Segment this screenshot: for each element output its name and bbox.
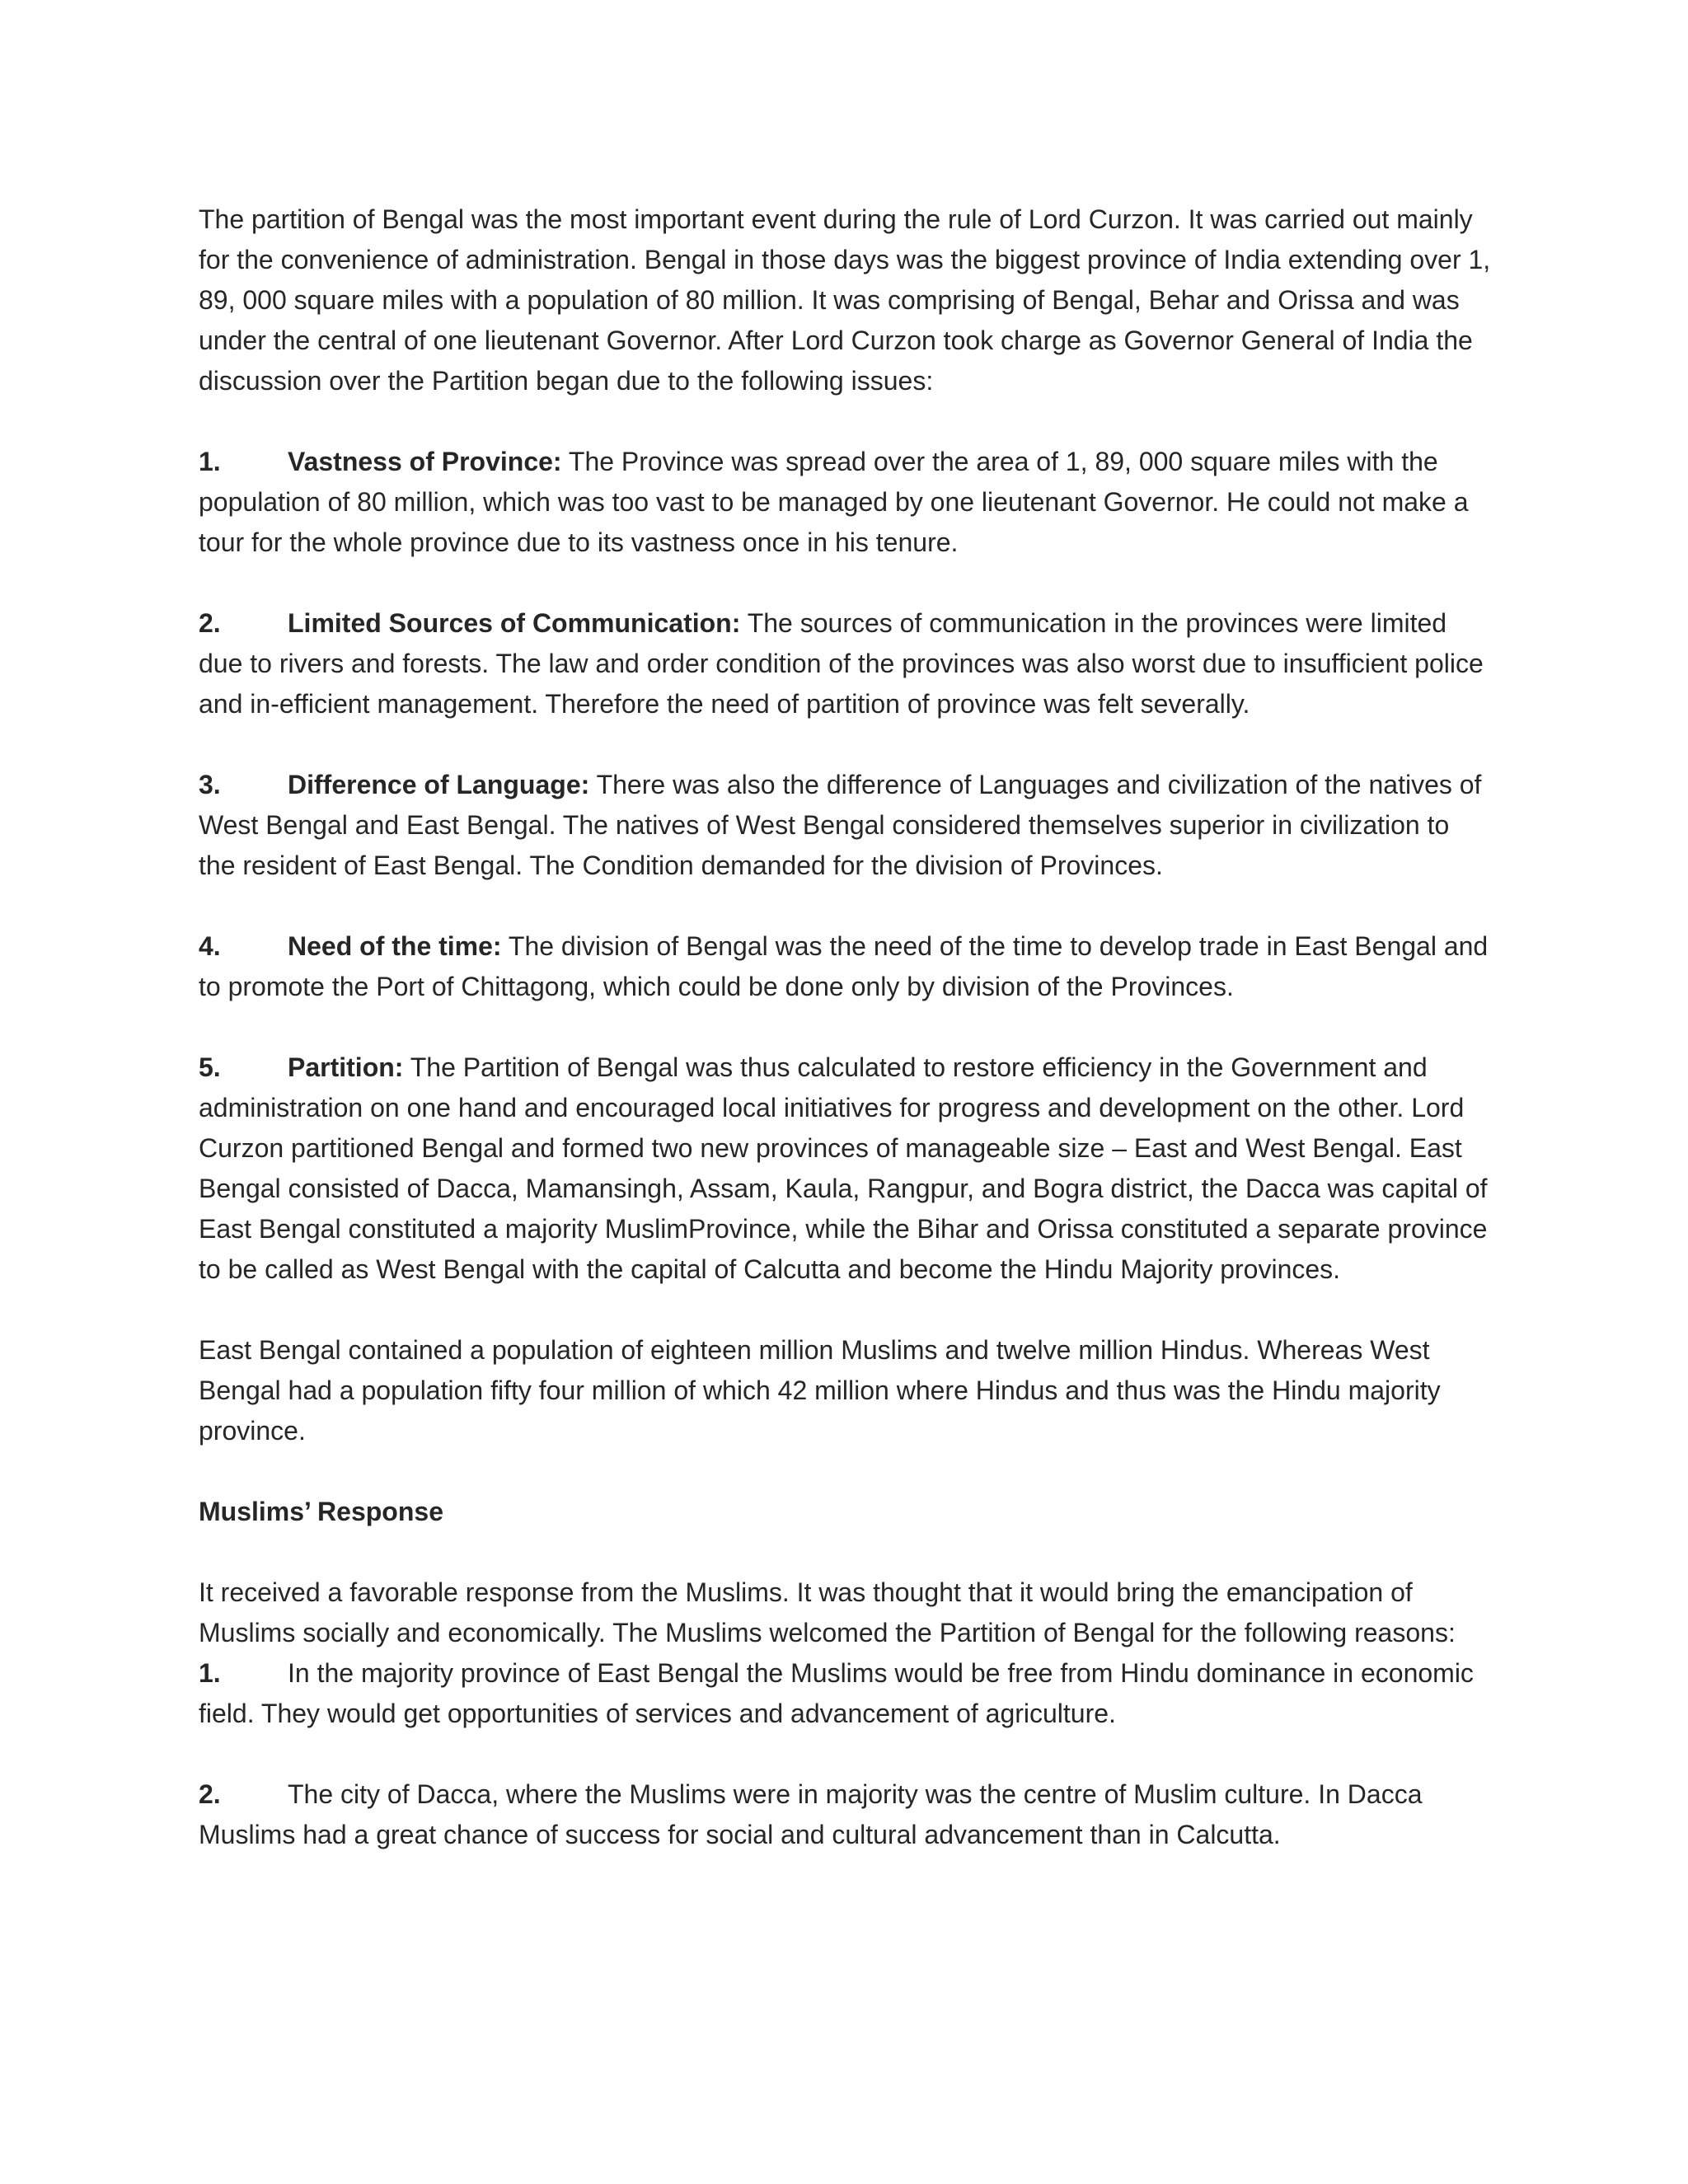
issue-number: 5. [199, 1052, 221, 1082]
issue-item-1 [199, 442, 1493, 563]
reason-text: The city of Dacca, where the Muslims were in majority was the centre of Muslim culture. In Dacca Muslims had a great chance of success for social and cultural advancement than in Calcutta. [199, 1779, 1423, 1849]
issue-item-3 [199, 765, 1493, 886]
document-page [199, 199, 1493, 1896]
issue-heading: Vastness of Province: [288, 447, 562, 476]
intro-paragraph: The partition of Bengal was the most important event during the rule of Lord Curzon. It was carried out mainly for the convenience of administration. Bengal in those days was the biggest province of India extending over 1, 89, 000 square miles with a population of 80 million. It was comprising of Bengal, Behar and Orissa and was under the central of one lieutenant Governor. After Lord Curzon took charge as Governor General of India the discussion over the Partition began due to the following issues: [199, 204, 1491, 396]
issue-text: There was also the difference of Languages and civilization of the natives of West Bengal and East Bengal. The natives of West Bengal considered themselves superior in civilization to the resident of East Bengal. The Condition demanded for the division of Provinces. [199, 770, 1482, 880]
issue-item-2 [199, 603, 1493, 724]
response-intro-paragraph: It received a favorable response from the Muslims. It was thought that it would bring the emancipation of Muslims socially and economically. The Muslims welcomed the Partition of Bengal for the following reasons: [199, 1577, 1456, 1647]
issue-text: The Partition of Bengal was thus calculated to restore efficiency in the Government and administration on one hand and encouraged local initiatives for progress and development on the other. Lord Curzon partitioned Bengal and formed two new provinces of manageable size – East and West Bengal. East Bengal consisted of Dacca, Mamansingh, Assam, Kaula, Rangpur, and Bogra district, the Dacca was capital of East Bengal constituted a majority MuslimProvince, while the Bihar and Orissa constituted a separate province to be called as West Bengal with the capital of Calcutta and become the Hindu Majority provinces. [199, 1052, 1488, 1284]
issue-number: 4. [199, 931, 221, 961]
reason-item-2 [199, 1774, 1493, 1855]
issue-number: 2. [199, 608, 221, 638]
reason-number: 1. [199, 1658, 221, 1688]
issue-text: The sources of communication in the provinces were limited due to rivers and forests. The law and order condition of the provinces was also worst due to insufficient police and in-efficient management. Therefore the need of partition of province was felt severally. [199, 608, 1484, 719]
issue-heading: Partition: [288, 1052, 404, 1082]
population-paragraph: East Bengal contained a population of eighteen million Muslims and twelve million Hindus. Whereas West Bengal had a population fifty four million of which 42 million where Hindus and thus was the Hindu majority province. [199, 1335, 1441, 1446]
reason-text: In the majority province of East Bengal the Muslims would be free from Hindu dominance in economic field. They would get opportunities of services and advancement of agriculture. [199, 1658, 1474, 1728]
issue-heading: Need of the time: [288, 931, 502, 961]
issue-text: The division of Bengal was the need of the time to develop trade in East Bengal and to promote the Port of Chittagong, which could be done only by division of the Provinces. [199, 931, 1489, 1001]
issue-number: 3. [199, 770, 221, 799]
issue-heading: Limited Sources of Communication: [288, 608, 741, 638]
issue-heading: Difference of Language: [288, 770, 590, 799]
section-heading: Muslims’ Response [199, 1497, 443, 1526]
issue-text: The Province was spread over the area of 1, 89, 000 square miles with the population of 80 million, which was too vast to be managed by one lieutenant Governor. He could not make a tour for the whole province due to its vastness once in his tenure. [199, 447, 1469, 557]
reason-number: 2. [199, 1779, 221, 1809]
issue-item-5 [199, 1047, 1493, 1290]
issue-item-4 [199, 926, 1493, 1007]
issue-number: 1. [199, 447, 221, 476]
reason-item-1 [199, 1653, 1493, 1734]
